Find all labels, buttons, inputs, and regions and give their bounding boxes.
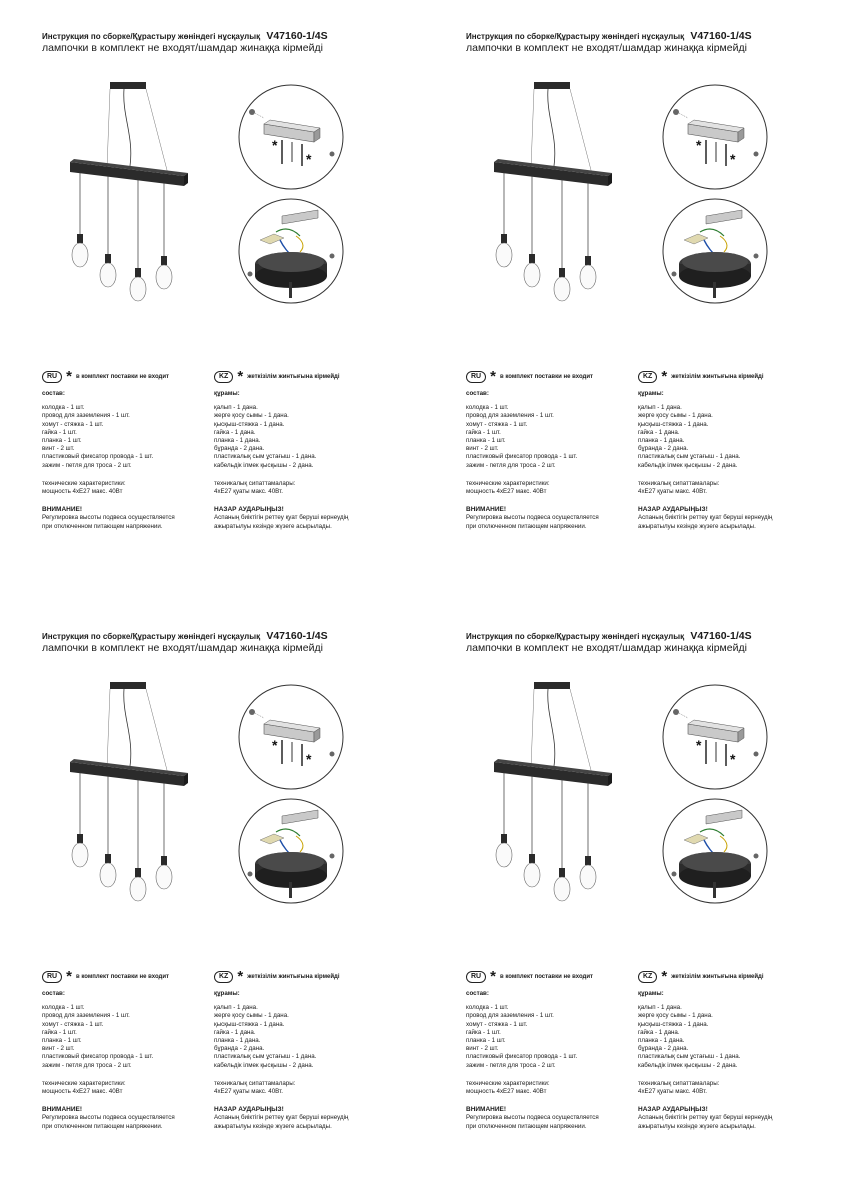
pendant-lamp-illustration [476,76,636,316]
ru-tech-value: мощность 4хЕ27 макс. 40Вт [42,1088,123,1096]
instruction-sheet [424,0,848,600]
kz-contents-item: кабельдік ілмек қысқышы - 2 дана. [214,1061,314,1069]
ru-warning-title: ВНИМАНИЕ! [42,1106,83,1114]
ru-star-note: в комплект поставки не входит [499,374,593,380]
kz-star-legend [638,970,764,984]
kz-contents-item: кабельдік ілмек қысқышы - 2 дана. [214,461,314,469]
sheet-subtitle: лампочки в комплект не входят/шамдар жинаққа кірмейді [466,42,747,54]
kz-warning-line: ажыратылуы кезінде жүзеге асырылады. [214,522,332,530]
svg-text:*: * [730,751,736,767]
kz-tech-value: 4хЕ27 қуаты макс. 40Вт. [214,1088,283,1096]
instruction-sheet [0,0,424,600]
ru-star-note: в комплект поставки не входит [75,974,169,980]
ru-contents-item: винт - 2 шт. [466,445,499,453]
ru-language-badge: RU [42,371,62,383]
kz-contents-item: кабельдік ілмек қысқышы - 2 дана. [638,1061,738,1069]
kz-tech-value: 4хЕ27 қуаты макс. 40Вт. [214,488,283,496]
mounting-bracket-detail [236,82,346,192]
ru-contents-item: провод для заземления - 1 шт. [466,412,554,420]
kz-contents-item: гайка - 1 дана. [638,1028,680,1036]
kz-tech-title: техникалық сипаттамалары: [214,1079,296,1087]
sheet-title [466,30,752,42]
ru-contents-item: зажим - петля для троса - 2 шт. [42,1061,132,1069]
ru-contents-item: гайка - 1 шт. [466,1028,501,1036]
ru-contents-item: колодка - 1 шт. [42,1004,85,1012]
kz-contents-item: бұранда - 2 дана. [214,445,265,453]
kz-contents-item: пластикалық сым ұстағыш - 1 дана. [638,453,741,461]
kz-star-legend [214,970,340,984]
sheet-subtitle: лампочки в комплект не входят/шамдар жинаққа кірмейді [466,642,747,654]
sheet-title [466,630,752,642]
kz-warning-line: Аспаның биіктігін реттеу қуат беруші кернеудің [638,514,773,522]
svg-text:*: * [272,737,278,753]
ru-contents-item: зажим - петля для троса - 2 шт. [466,461,556,469]
kz-star-note: жеткізілім жинтығына кірмейді [247,974,340,980]
kz-contents-item: бұранда - 2 дана. [638,1045,689,1053]
ru-contents-item: колодка - 1 шт. [42,404,85,412]
ru-tech-title: технические характеристики: [466,1079,550,1087]
svg-text:*: * [696,737,702,753]
ru-tech-title: технические характеристики: [42,1079,126,1087]
ru-contents-item: хомут - стяжка - 1 шт. [42,1020,104,1028]
kz-contents-title: құрамы: [214,390,240,397]
ru-contents-item: пластиковый фиксатор провода - 1 шт. [42,453,154,461]
ru-contents-item: колодка - 1 шт. [466,1004,509,1012]
ru-contents-item: гайка - 1 шт. [42,428,77,436]
kz-language-badge: KZ [214,371,233,383]
ru-contents-item: планка - 1 шт. [42,1037,82,1045]
sheet-title [42,30,328,42]
ru-contents-item: хомут - стяжка - 1 шт. [42,420,104,428]
mounting-bracket-detail [660,82,770,192]
kz-tech-title: техникалық сипаттамалары: [638,479,720,487]
title-text: Инструкция по сборке/Құрастыру жөніндегі нұсқаулық [466,32,685,41]
kz-contents-title: құрамы: [214,990,240,997]
ru-contents-item: провод для заземления - 1 шт. [42,1012,130,1020]
pendant-lamp-illustration [52,676,212,916]
svg-text:*: * [272,137,278,153]
ru-warning-line: при отключенном питающем напряжении. [466,1122,587,1130]
kz-warning-title: НАЗАР АУДАРЫҢЫЗ! [638,1106,708,1114]
kz-tech-title: техникалық сипаттамалары: [214,479,296,487]
ru-warning-line: Регулировка высоты подвеса осуществляется [42,1114,175,1122]
kz-contents-item: пластикалық сым ұстағыш - 1 дана. [214,1053,317,1061]
kz-contents-item: планка - 1 дана. [638,437,685,445]
ru-contents-title: состав: [42,990,65,997]
asterisk-icon: * [490,368,496,385]
ru-contents-item: пластиковый фиксатор провода - 1 шт. [42,1053,154,1061]
ru-contents-title: состав: [466,390,489,397]
ru-contents-column [42,990,222,1131]
model-number: V47160-1/4S [266,30,328,42]
ru-warning-line: Регулировка высоты подвеса осуществляется [466,1114,599,1122]
ru-star-legend [466,970,593,984]
kz-contents-item: гайка - 1 дана. [638,428,680,436]
kz-contents-item: планка - 1 дана. [638,1037,685,1045]
ru-language-badge: RU [466,971,486,983]
kz-language-badge: KZ [638,371,657,383]
ru-contents-item: гайка - 1 шт. [42,1028,77,1036]
kz-contents-item: қысқыш-стяжка - 1 дана. [638,420,709,428]
kz-contents-item: жерге қосу сымы - 1 дана. [214,412,289,420]
ru-language-badge: RU [42,971,62,983]
asterisk-icon: * [237,968,244,985]
ru-contents-item: провод для заземления - 1 шт. [42,412,130,420]
kz-contents-item: жерге қосу сымы - 1 дана. [214,1012,289,1020]
title-text: Инструкция по сборке/Құрастыру жөніндегі нұсқаулық [42,32,261,41]
kz-contents-item: қысқыш-стяжка - 1 дана. [638,1020,709,1028]
kz-contents-item: қалып - 1 дана. [214,1004,258,1012]
ru-contents-item: гайка - 1 шт. [466,428,501,436]
asterisk-icon: * [661,968,668,985]
kz-contents-item: пластикалық сым ұстағыш - 1 дана. [214,453,317,461]
canopy-wiring-detail [660,796,770,906]
kz-contents-column [214,390,394,531]
ru-contents-item: планка - 1 шт. [466,1037,506,1045]
ru-tech-value: мощность 4хЕ27 макс. 40Вт [42,488,123,496]
ru-star-legend [466,370,593,384]
ru-tech-title: технические характеристики: [466,479,550,487]
asterisk-icon: * [66,968,72,985]
kz-star-note: жеткізілім жинтығына кірмейді [247,374,340,380]
kz-contents-item: қысқыш-стяжка - 1 дана. [214,1020,285,1028]
kz-contents-item: планка - 1 дана. [214,437,261,445]
ru-contents-item: зажим - петля для троса - 2 шт. [466,1061,556,1069]
kz-tech-value: 4хЕ27 қуаты макс. 40Вт. [638,488,707,496]
kz-warning-line: ажыратылуы кезінде жүзеге асырылады. [638,1122,756,1130]
kz-warning-line: Аспаның биіктігін реттеу қуат беруші кернеудің [214,514,349,522]
ru-warning-line: при отключенном питающем напряжении. [42,1122,163,1130]
ru-tech-value: мощность 4хЕ27 макс. 40Вт [466,1088,547,1096]
kz-contents-column [638,390,818,531]
canopy-wiring-detail [236,796,346,906]
kz-contents-item: қалып - 1 дана. [214,404,258,412]
kz-contents-item: қалып - 1 дана. [638,404,682,412]
ru-warning-line: при отключенном питающем напряжении. [466,522,587,530]
ru-warning-line: Регулировка высоты подвеса осуществляется [466,514,599,522]
kz-contents-column [638,990,818,1131]
kz-star-legend [214,370,340,384]
mounting-bracket-detail [236,682,346,792]
svg-text:*: * [306,751,312,767]
kz-contents-title: құрамы: [638,990,664,997]
model-number: V47160-1/4S [690,630,752,642]
kz-contents-item: бұранда - 2 дана. [638,445,689,453]
kz-warning-title: НАЗАР АУДАРЫҢЫЗ! [214,1106,284,1114]
ru-contents-item: винт - 2 шт. [466,1045,499,1053]
ru-warning-title: ВНИМАНИЕ! [42,506,83,514]
sheet-title [42,630,328,642]
mounting-bracket-detail [660,682,770,792]
model-number: V47160-1/4S [266,630,328,642]
kz-contents-item: гайка - 1 дана. [214,1028,256,1036]
ru-star-legend [42,370,169,384]
ru-contents-item: хомут - стяжка - 1 шт. [466,420,528,428]
ru-contents-item: винт - 2 шт. [42,1045,75,1053]
kz-tech-title: техникалық сипаттамалары: [638,1079,720,1087]
ru-contents-item: планка - 1 шт. [466,437,506,445]
ru-contents-item: винт - 2 шт. [42,445,75,453]
ru-contents-column [466,390,646,531]
kz-warning-line: Аспаның биіктігін реттеу қуат беруші кернеудің [214,1114,349,1122]
ru-star-note: в комплект поставки не входит [499,974,593,980]
svg-text:*: * [730,151,736,167]
kz-contents-item: қалып - 1 дана. [638,1004,682,1012]
asterisk-icon: * [661,368,668,385]
kz-warning-title: НАЗАР АУДАРЫҢЫЗ! [214,506,284,514]
pendant-lamp-illustration [476,676,636,916]
ru-star-legend [42,970,169,984]
kz-contents-item: планка - 1 дана. [214,1037,261,1045]
ru-contents-item: колодка - 1 шт. [466,404,509,412]
kz-contents-item: қысқыш-стяжка - 1 дана. [214,420,285,428]
svg-text:*: * [306,151,312,167]
kz-language-badge: KZ [214,971,233,983]
kz-contents-item: гайка - 1 дана. [214,428,256,436]
svg-text:*: * [696,137,702,153]
sheet-subtitle: лампочки в комплект не входят/шамдар жинаққа кірмейді [42,42,323,54]
kz-language-badge: KZ [638,971,657,983]
ru-tech-title: технические характеристики: [42,479,126,487]
ru-contents-title: состав: [466,990,489,997]
ru-contents-item: провод для заземления - 1 шт. [466,1012,554,1020]
asterisk-icon: * [490,968,496,985]
ru-language-badge: RU [466,371,486,383]
kz-tech-value: 4хЕ27 қуаты макс. 40Вт. [638,1088,707,1096]
ru-contents-item: зажим - петля для троса - 2 шт. [42,461,132,469]
kz-contents-item: бұранда - 2 дана. [214,1045,265,1053]
canopy-wiring-detail [660,196,770,306]
sheet-subtitle: лампочки в комплект не входят/шамдар жинаққа кірмейді [42,642,323,654]
asterisk-icon: * [237,368,244,385]
kz-warning-line: Аспаның биіктігін реттеу қуат беруші кернеудің [638,1114,773,1122]
kz-warning-line: ажыратылуы кезінде жүзеге асырылады. [638,522,756,530]
instruction-sheet [424,600,848,1200]
kz-star-legend [638,370,764,384]
kz-contents-title: құрамы: [638,390,664,397]
kz-contents-item: жерге қосу сымы - 1 дана. [638,412,713,420]
ru-tech-value: мощность 4хЕ27 макс. 40Вт [466,488,547,496]
pendant-lamp-illustration [52,76,212,316]
ru-contents-item: планка - 1 шт. [42,437,82,445]
kz-contents-item: жерге қосу сымы - 1 дана. [638,1012,713,1020]
kz-warning-line: ажыратылуы кезінде жүзеге асырылады. [214,1122,332,1130]
kz-contents-item: кабельдік ілмек қысқышы - 2 дана. [638,461,738,469]
ru-warning-line: при отключенном питающем напряжении. [42,522,163,530]
title-text: Инструкция по сборке/Құрастыру жөніндегі нұсқаулық [42,632,261,641]
ru-star-note: в комплект поставки не входит [75,374,169,380]
kz-contents-item: пластикалық сым ұстағыш - 1 дана. [638,1053,741,1061]
ru-contents-column [42,390,222,531]
kz-warning-title: НАЗАР АУДАРЫҢЫЗ! [638,506,708,514]
ru-warning-title: ВНИМАНИЕ! [466,506,507,514]
ru-warning-title: ВНИМАНИЕ! [466,1106,507,1114]
ru-contents-item: пластиковый фиксатор провода - 1 шт. [466,1053,578,1061]
kz-star-note: жеткізілім жинтығына кірмейді [671,974,764,980]
kz-star-note: жеткізілім жинтығына кірмейді [671,374,764,380]
model-number: V47160-1/4S [690,30,752,42]
kz-contents-column [214,990,394,1131]
ru-contents-item: хомут - стяжка - 1 шт. [466,1020,528,1028]
canopy-wiring-detail [236,196,346,306]
ru-contents-title: состав: [42,390,65,397]
title-text: Инструкция по сборке/Құрастыру жөніндегі нұсқаулық [466,632,685,641]
ru-contents-column [466,990,646,1131]
ru-contents-item: пластиковый фиксатор провода - 1 шт. [466,453,578,461]
instruction-sheet [0,600,424,1200]
asterisk-icon: * [66,368,72,385]
ru-warning-line: Регулировка высоты подвеса осуществляется [42,514,175,522]
